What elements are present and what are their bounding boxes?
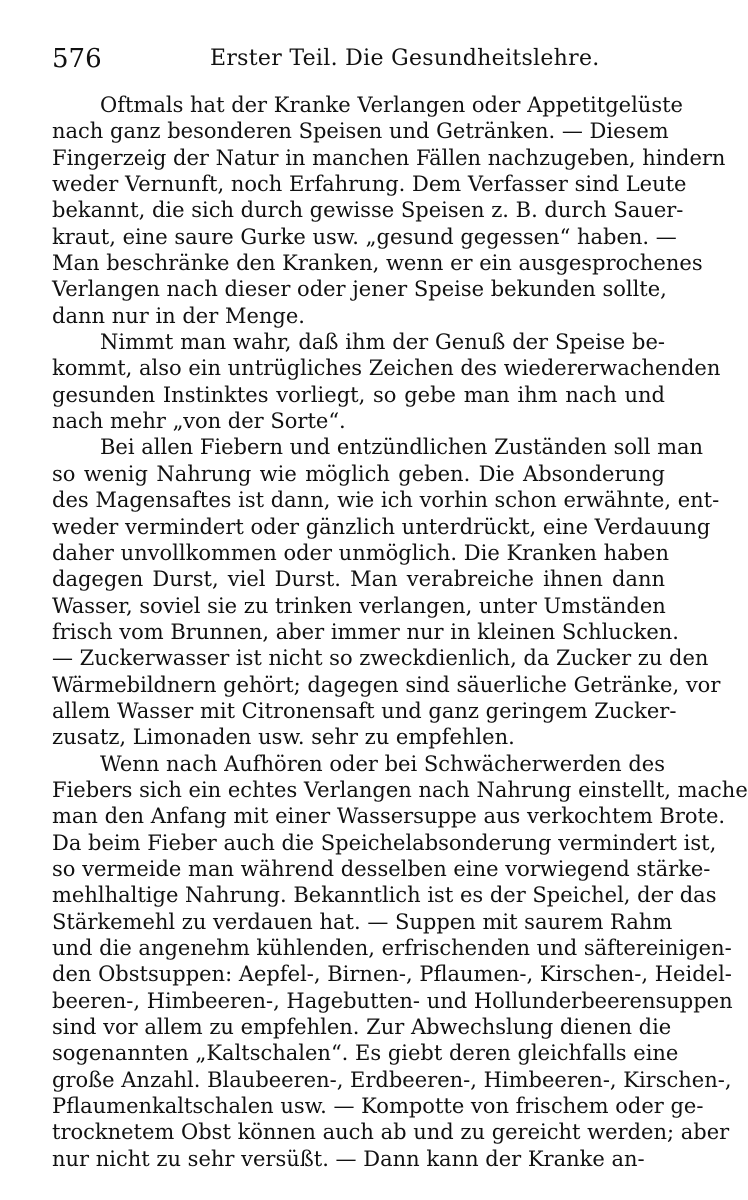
text-line: kommt, also ein untrügliches Zeichen des wiedererwachenden [52,356,721,381]
text-line: Oftmals hat der Kranke Verlangen oder Appetitgelüste [100,93,683,117]
text-line: — Zuckerwasser ist nicht so zweckdienlich, da Zucker zu den [52,646,709,671]
text-line: des Magensaftes ist dann, wie ich vorhin schon erwähnte, ent- [52,488,720,513]
text-line: Fiebers sich ein echtes Verlangen nach Nahrung einstellt, mache [52,777,748,802]
paragraph [52,329,721,434]
text-line: sogenannten „Kaltschalen“. Es giebt deren gleichfalls eine [52,1041,679,1066]
text-line: zusatz, Limonaden usw. sehr zu empfehlen. [52,725,515,750]
text-line: so wenig Nahrung wie möglich geben. Die Absonderung [52,461,665,486]
text-line: mehlhaltige Nahrung. Bekanntlich ist es der Speichel, der das [52,883,717,908]
text-line: und die angenehm kühlenden, erfrischenden und säftereinigen- [52,936,732,960]
running-title: Erster Teil. Die Gesundheitslehre. [210,46,600,71]
text-line: Fingerzeig der Natur in manchen Fällen nachzugeben, hindern [52,145,726,170]
text-line: daher unvollkommen oder unmöglich. Die Kranken haben [52,540,670,565]
text-line: Wenn nach Aufhören oder bei Schwächerwerden des [100,751,665,776]
text-line: frisch vom Brunnen, aber immer nur in kleinen Schlucken. [52,619,679,644]
text-line: Verlangen nach dieser oder jener Speise bekunden sollte, [52,277,667,302]
text-line: beeren-, Himbeeren-, Hagebutten- und Hollunderbeerensuppen [52,988,733,1013]
running-header [52,40,665,80]
text-line: Stärkemehl zu verdauen hat. — Suppen mit saurem Rahm [52,909,673,934]
text-line: weder Vernunft, noch Erfahrung. Dem Verfasser sind Leute [52,172,687,197]
text-line: nur nicht zu sehr versüßt. — Dann kann der Kranke an- [52,1146,645,1171]
text-line: Nimmt man wahr, daß ihm der Genuß der Speise be- [100,330,665,355]
text-line: Bei allen Fiebern und entzündlichen Zuständen soll man [100,435,704,460]
body-text [52,92,748,1172]
text-line: gesunden Instinktes vorliegt, so gebe man ihm nach und [52,382,665,407]
text-line: bekannt, die sich durch gewisse Speisen z. B. durch Sauer- [52,198,684,223]
text-line: Man beschränke den Kranken, wenn er ein ausgesprochenes [52,251,703,276]
text-line: dann nur in der Menge. [52,303,305,328]
text-line: trocknetem Obst können auch ab und zu gereicht werden; aber [52,1120,730,1145]
text-line: Wasser, soviel sie zu trinken verlangen, unter Umständen [52,593,666,618]
text-line: große Anzahl. Blaubeeren-, Erdbeeren-, Himbeeren-, Kirschen-, [52,1067,732,1092]
text-line: Da beim Fieber auch die Speichelabsonderung vermindert ist, [52,830,717,855]
paragraph [52,751,748,1173]
text-line: nach mehr „von der Sorte“. [52,409,346,434]
text-line: so vermeide man während desselben eine vorwiegend stärke- [52,856,711,881]
paragraph [52,92,726,329]
text-line: den Obstsuppen: Aepfel-, Birnen-, Pflaumen-, Kirschen-, Heidel- [52,962,732,987]
text-line: weder vermindert oder gänzlich unterdrückt, eine Verdauung [52,514,711,539]
text-line: kraut, eine saure Gurke usw. „gesund gegessen“ haben. — [52,224,677,249]
page-number: 576 [52,44,102,74]
text-line: nach ganz besonderen Speisen und Getränken. — Diesem [52,119,669,144]
paragraph [52,434,721,750]
text-line: Wärmebildnern gehört; dagegen sind säuerliche Getränke, vor [52,672,721,697]
text-line: sind vor allem zu empfehlen. Zur Abwechslung dienen die [52,1015,672,1040]
text-line: dagegen Durst, viel Durst. Man verabreiche ihnen dann [52,567,665,592]
text-line: allem Wasser mit Citronensaft und ganz geringem Zucker- [52,698,677,723]
text-line: Pflaumenkaltschalen usw. — Kompotte von frischem oder ge- [52,1094,704,1119]
text-line: man den Anfang mit einer Wassersuppe aus verkochtem Brote. [52,804,726,829]
